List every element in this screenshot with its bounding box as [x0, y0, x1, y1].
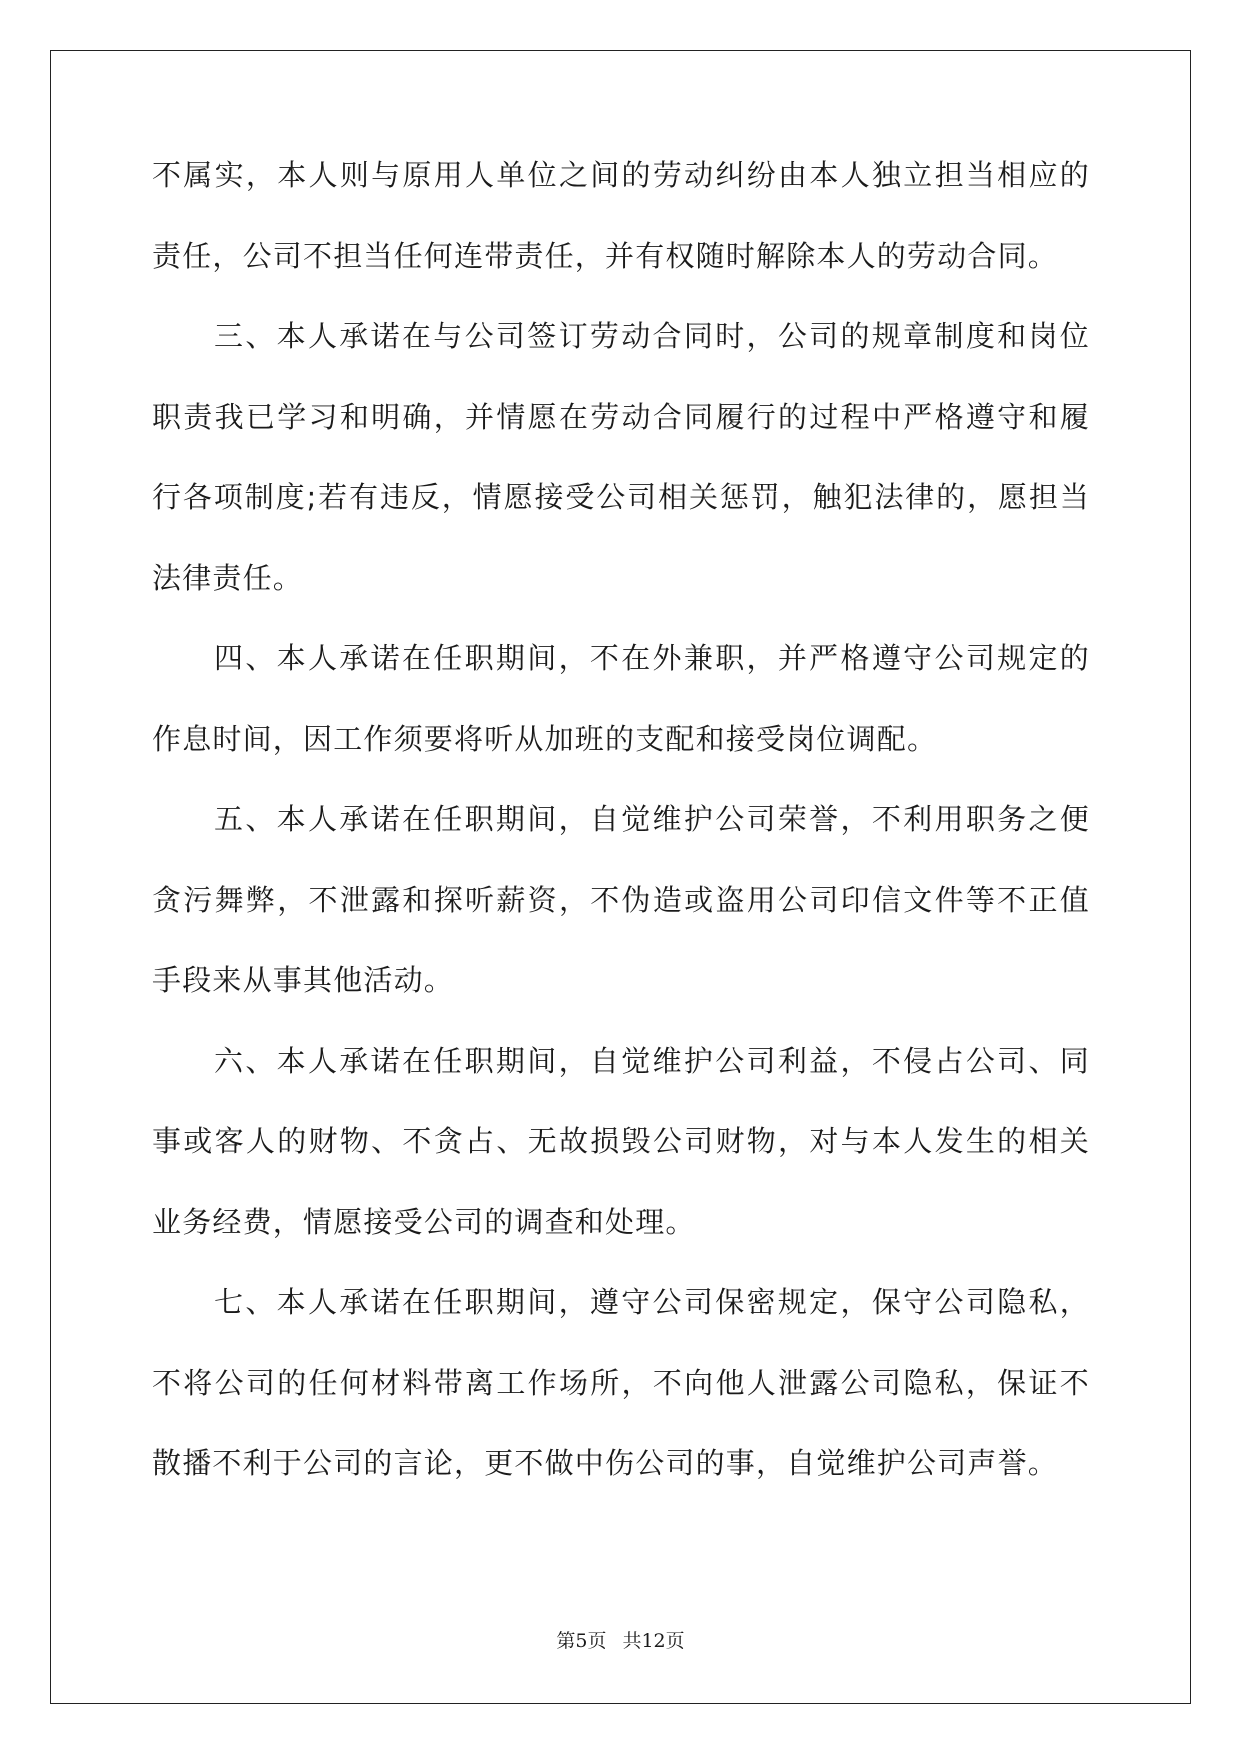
text-line: 作息时间，因工作须要将听从加班的支配和接受岗位调配。: [152, 721, 938, 756]
text-line: 责任，公司不担当任何连带责任，并有权随时解除本人的劳动合同。: [152, 238, 1059, 273]
text-line: 法律责任。: [152, 560, 304, 595]
page-footer: [0, 1629, 1241, 1653]
paragraph-start-line: 三、本人承诺在与公司签订劳动合同时，公司的规章制度和岗位: [214, 319, 1090, 353]
text-line: 手段来从事其他活动。: [152, 963, 455, 997]
text-line: 事或客人的财物、不贪占、无故损毁公司财物，对与本人发生的相关: [152, 1124, 1090, 1158]
page-total: 共12页: [622, 1630, 685, 1652]
paragraph-start-line: 七、本人承诺在任职期间，遵守公司保密规定，保守公司隐私，: [214, 1285, 1090, 1319]
text-line: 行各项制度;若有违反，情愿接受公司相关惩罚，触犯法律的，愿担当: [152, 480, 1090, 514]
paragraph-start-line: 五、本人承诺在任职期间，自觉维护公司荣誉，不利用职务之便: [214, 802, 1090, 836]
document-body: [152, 155, 1090, 1524]
paragraph-start-line: 四、本人承诺在任职期间，不在外兼职，并严格遵守公司规定的: [214, 641, 1090, 675]
page-number: 第5页: [556, 1630, 607, 1652]
text-line: 不属实，本人则与原用人单位之间的劳动纠纷由本人独立担当相应的: [152, 158, 1090, 192]
text-line: 职责我已学习和明确，并情愿在劳动合同履行的过程中严格遵守和履: [152, 399, 1090, 434]
text-line: 不将公司的任何材料带离工作场所，不向他人泄露公司隐私，保证不: [152, 1365, 1090, 1400]
text-line: 散播不利于公司的言论，更不做中伤公司的事，自觉维护公司声誉。: [152, 1446, 1059, 1480]
paragraph-start-line: 六、本人承诺在任职期间，自觉维护公司利益，不侵占公司、同: [214, 1043, 1090, 1078]
text-line: 业务经费，情愿接受公司的调查和处理。: [152, 1204, 696, 1239]
text-line: 贪污舞弊，不泄露和探听薪资，不伪造或盗用公司印信文件等不正值: [152, 882, 1090, 917]
